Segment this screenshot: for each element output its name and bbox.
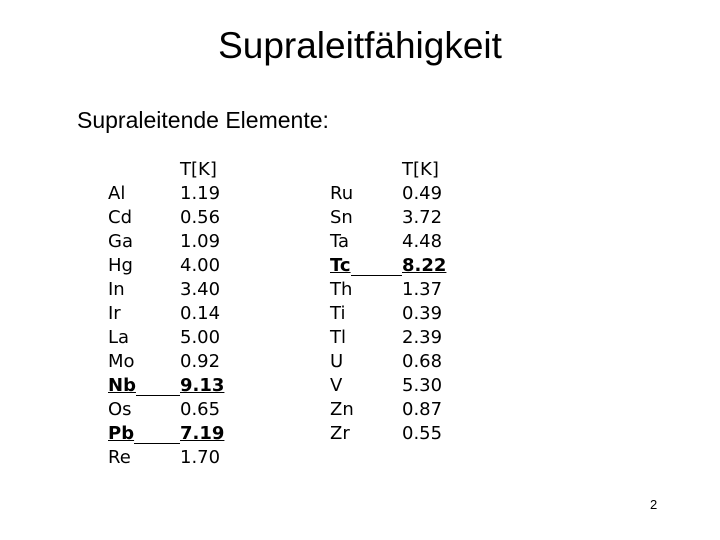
element-symbol: Ta — [330, 231, 350, 252]
critical-temperature-value: 0.14 — [180, 303, 221, 324]
element-symbol: Zn — [330, 399, 354, 420]
element-symbol: Pb — [108, 423, 135, 444]
critical-temperature-value: 3.72 — [402, 207, 443, 228]
critical-temperature-value: 1.37 — [402, 279, 443, 300]
critical-temperature-value: 2.39 — [402, 327, 443, 348]
highlight-underline — [136, 395, 180, 396]
element-symbol: Tl — [330, 327, 346, 348]
right-tk-header: T[K] — [402, 159, 439, 180]
critical-temperature-value: 0.87 — [402, 399, 443, 420]
left-tk-header: T[K] — [180, 159, 217, 180]
element-symbol: La — [108, 327, 130, 348]
critical-temperature-value: 8.22 — [402, 255, 447, 276]
left-tk-column — [180, 158, 240, 470]
critical-temperature-value: 0.92 — [180, 351, 221, 372]
element-symbol: V — [330, 375, 343, 396]
critical-temperature-value: 0.55 — [402, 423, 443, 444]
slide-subtitle: Supraleitende Elemente: — [77, 107, 329, 133]
critical-temperature-value: 1.70 — [180, 447, 221, 468]
element-symbol: Ir — [108, 303, 121, 324]
left-element-column — [108, 182, 168, 470]
element-symbol: Sn — [330, 207, 353, 228]
critical-temperature-value: 4.48 — [402, 231, 443, 252]
critical-temperature-value: 9.13 — [180, 375, 225, 396]
element-symbol: Ti — [330, 303, 346, 324]
critical-temperature-value: 5.00 — [180, 327, 221, 348]
right-tk-column — [402, 158, 462, 446]
right-element-column — [330, 182, 390, 446]
element-symbol: Al — [108, 183, 126, 204]
element-symbol: Ru — [330, 183, 354, 204]
critical-temperature-value: 0.68 — [402, 351, 443, 372]
page-number: 2 — [650, 497, 658, 512]
critical-temperature-value: 5.30 — [402, 375, 443, 396]
slide-title: Supraleitfähigkeit — [218, 25, 502, 66]
critical-temperature-value: 4.00 — [180, 255, 221, 276]
critical-temperature-value: 7.19 — [180, 423, 225, 444]
critical-temperature-value: 3.40 — [180, 279, 221, 300]
element-symbol: Nb — [108, 375, 136, 396]
element-symbol: Cd — [108, 207, 132, 228]
critical-temperature-value: 1.19 — [180, 183, 221, 204]
element-symbol: Re — [108, 447, 131, 468]
critical-temperature-value: 0.49 — [402, 183, 443, 204]
critical-temperature-value: 0.65 — [180, 399, 221, 420]
element-symbol: Zr — [330, 423, 350, 444]
element-symbol: Os — [108, 399, 132, 420]
element-symbol: Ga — [108, 231, 133, 252]
critical-temperature-value: 0.56 — [180, 207, 221, 228]
element-symbol: Tc — [330, 255, 351, 276]
element-symbol: In — [108, 279, 125, 300]
element-symbol: Th — [330, 279, 353, 300]
element-symbol: U — [330, 351, 344, 372]
critical-temperature-value: 1.09 — [180, 231, 221, 252]
critical-temperature-value: 0.39 — [402, 303, 443, 324]
highlight-underline — [134, 443, 180, 444]
highlight-underline — [351, 275, 402, 276]
element-symbol: Mo — [108, 351, 135, 372]
element-symbol: Hg — [108, 255, 133, 276]
